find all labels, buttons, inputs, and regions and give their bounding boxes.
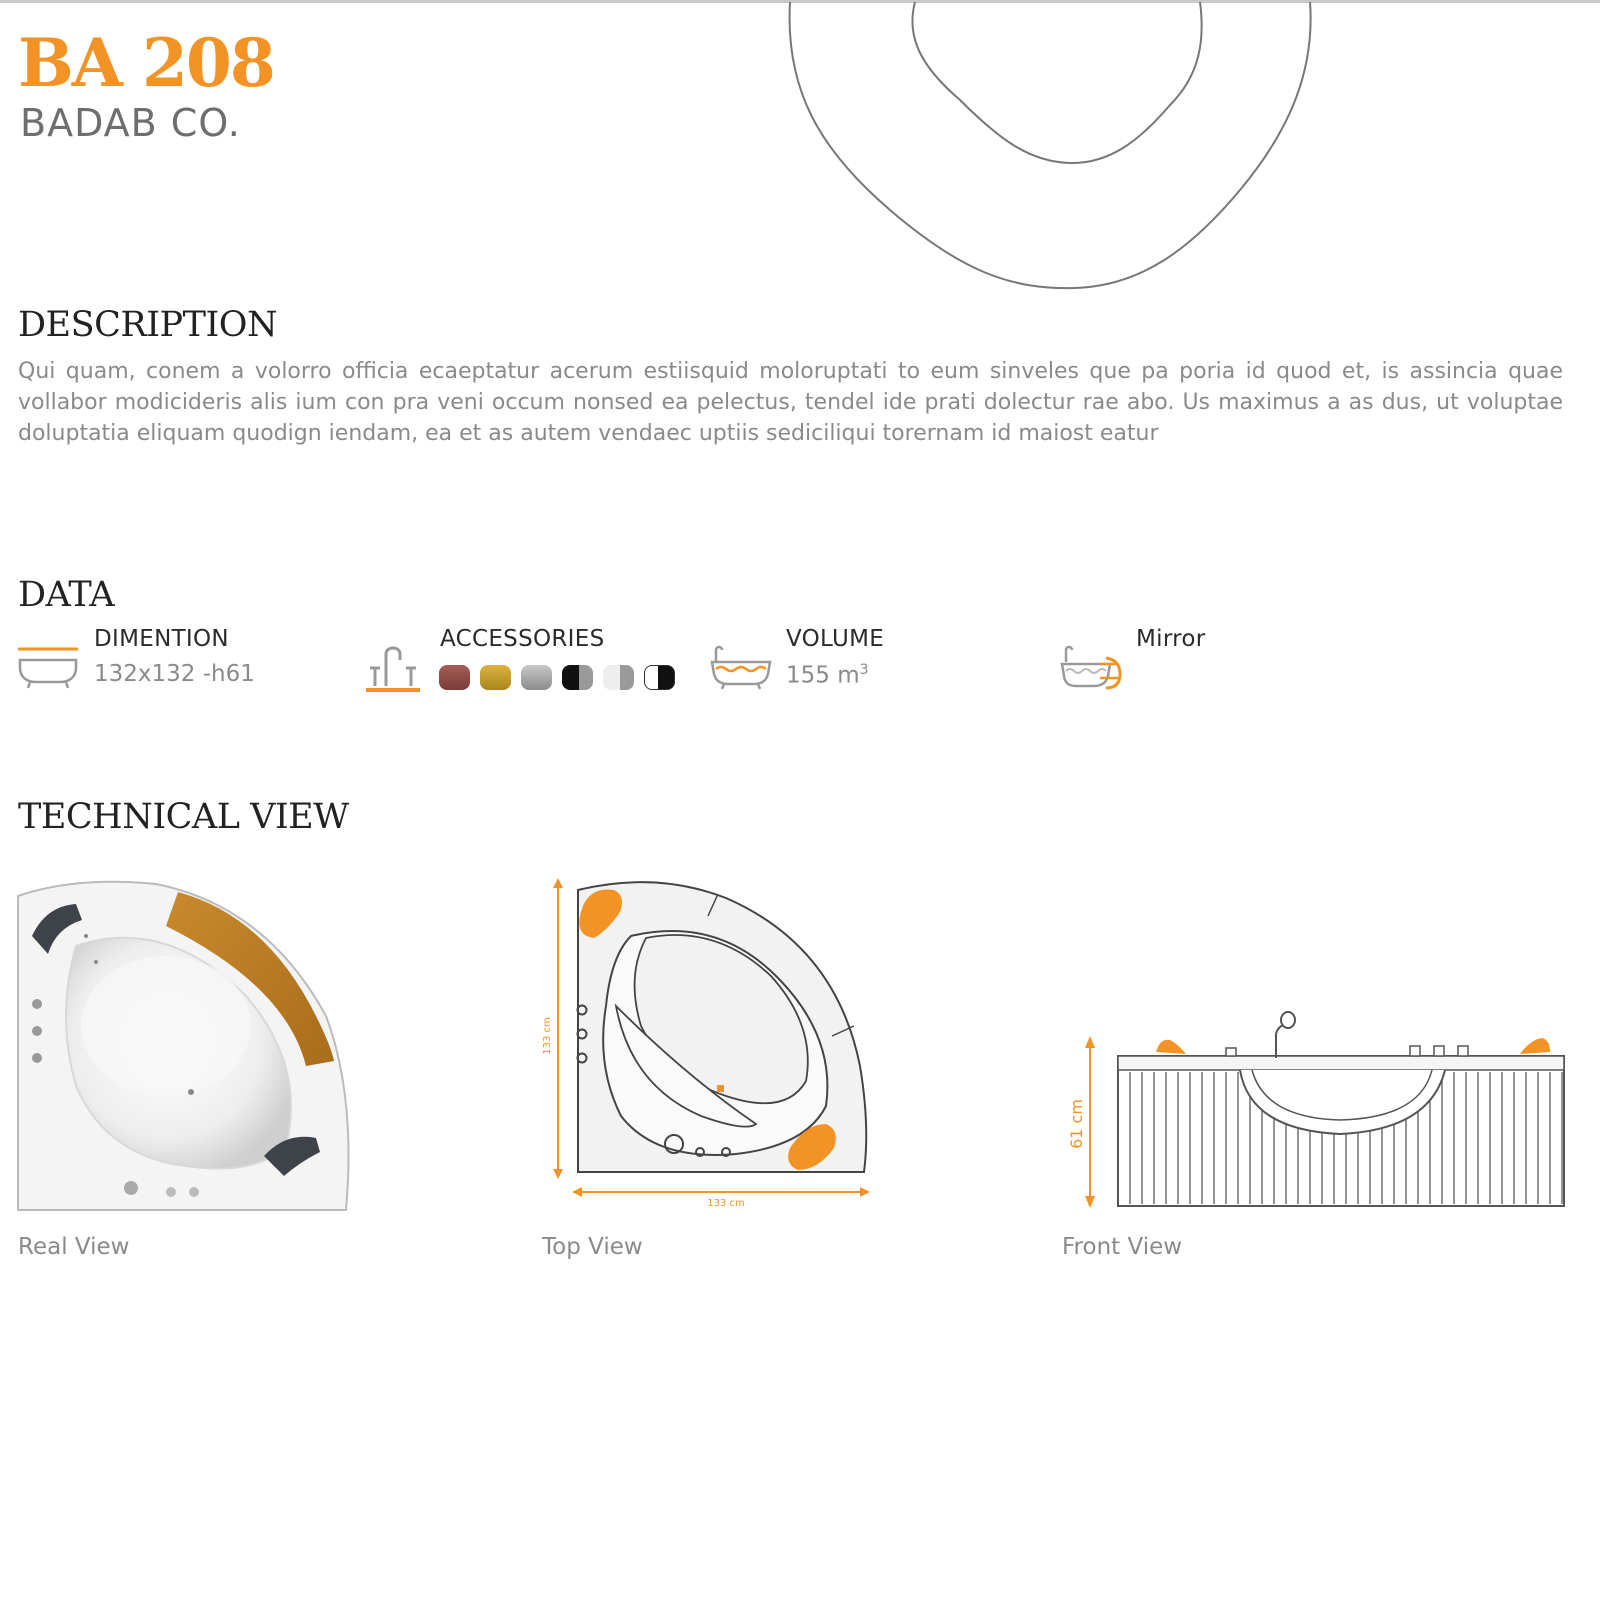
description-text: Qui quam, conem a volorro officia ecaeptatur acerum estiisquid moloruptati to eum sinveles que pa poria id quod et, is assincia quae vollabor modicideris alis ium con pra veni occum nonsed ea pelectus, tendel ide prati dolectur rae abo. Us maximus a as dus, ut voluptae doluptatia eliquam quodign iendam, ea et as autem vendaec uptiis sediciliqui torernam id maiost eatur [18,359,1563,446]
swatch-black-chrome[interactable] [562,665,593,690]
data-heading: DATA [18,575,115,615]
bathtub-water-icon [710,644,772,690]
faucet-icon [364,640,422,694]
front-view-height-label: 61 cm [1067,1099,1086,1149]
real-view-image [16,876,356,1212]
front-view-caption: Front View [1062,1234,1183,1260]
top-view-width-label: 133 cm [707,1198,745,1209]
description-heading: DESCRIPTION [18,305,278,345]
volume-value: 155 $m^3$ [786,662,869,689]
accessories-label: ACCESSORIES [440,626,605,652]
swatch-white-chrome[interactable] [603,665,634,690]
volume-label: VOLUME [786,626,885,652]
dimension-value: 132x132 -h61 [94,661,255,687]
mirror-label: Mirror [1136,626,1206,652]
dimension-label: DIMENTION [94,626,229,652]
brand-name: BADAB CO. [20,101,241,145]
technical-view-heading: TECHNICAL VIEW [18,797,349,837]
swatch-silver[interactable] [521,665,552,690]
top-view-caption: Top View [542,1234,643,1260]
real-view-caption: Real View [18,1234,130,1260]
top-view-drawing [536,876,876,1216]
swatch-copper[interactable] [439,665,470,690]
tub-outline-illustration [760,0,1320,300]
top-view-height-label: 133 cm [542,1017,553,1055]
bathtub-mirror-icon [1060,644,1124,694]
product-title: BA 208 [18,24,274,102]
swatch-gold[interactable] [480,665,511,690]
bathtub-dimension-icon [16,646,80,690]
finish-swatches [439,665,675,690]
swatch-black-white[interactable] [644,665,675,690]
front-view-drawing [1060,1000,1570,1220]
